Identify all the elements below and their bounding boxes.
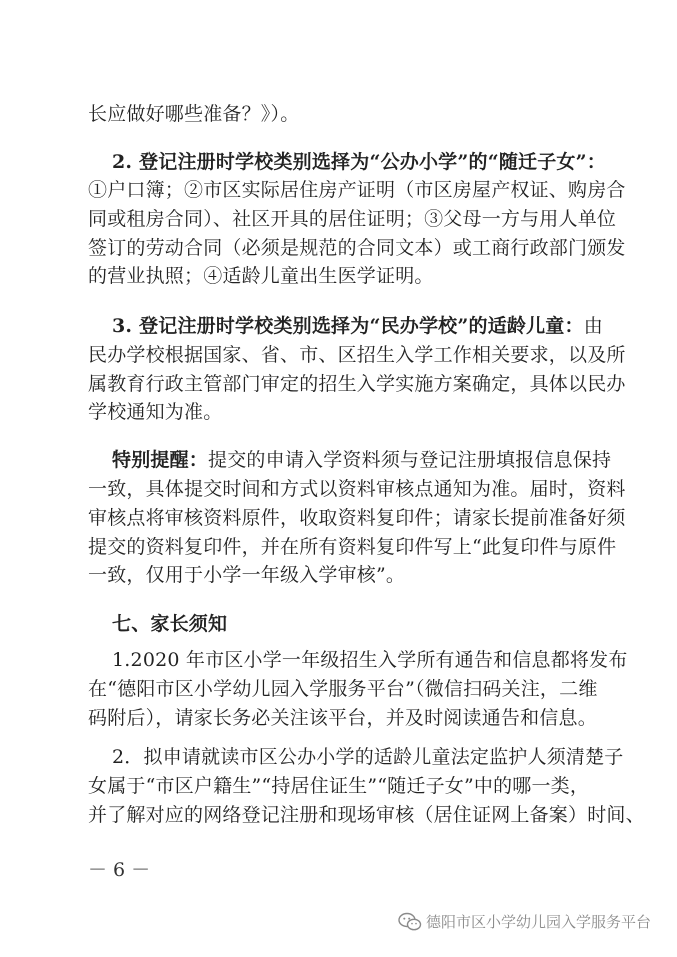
- text-line: 同或租房合同）、社区开具的居住证明；③父母一方与用人单位: [88, 208, 617, 230]
- wechat-icon: [398, 912, 422, 932]
- special-reminder-label: 特别提醒：: [112, 449, 209, 471]
- text-line: ①户口簿；②市区实际居住房产证明（市区房屋产权证、购房合: [88, 179, 626, 201]
- text-line: 女属于“市区户籍生”“持居住证生”“随迁子女”中的哪一类，: [88, 775, 590, 797]
- text-line: 并了解对应的网络登记注册和现场审核（居住证网上备案）时间、: [88, 804, 645, 826]
- text-line: 一致，具体提交时间和方式以资料审核点通知为准。届时，资料: [88, 478, 626, 500]
- paragraph-first-line: [112, 314, 632, 338]
- section-title-7: 七、家长须知: [112, 613, 228, 635]
- text-line: 属教育行政主管部门审定的招生入学实施方案确定，具体以民办: [88, 373, 626, 395]
- page-number: － 6 －: [88, 859, 151, 881]
- text-line: 提交的资料复印件，并在所有资料复印件写上“此复印件与原件: [88, 536, 617, 558]
- section-heading-3: 3. 登记注册时学校类别选择为“民办学校”的适龄儿童：: [112, 315, 584, 337]
- text-line: 学校通知为准。: [88, 401, 223, 423]
- watermark-text: 德阳市区小学幼儿园入学服务平台: [425, 913, 651, 931]
- text-line: 码附后），请家长务必关注该平台，并及时阅读通告和信息。: [88, 707, 597, 729]
- text-line: 2．拟申请就读市区公办小学的适龄儿童法定监护人须清楚子: [112, 746, 624, 768]
- text-span: 提交的申请入学资料须与登记注册填报信息保持: [208, 449, 612, 471]
- text-line: 的营业执照；④适龄儿童出生医学证明。: [88, 265, 434, 287]
- watermark: [398, 912, 651, 932]
- text-line: 民办学校根据国家、省、市、区招生入学工作相关要求，以及所: [88, 344, 626, 366]
- text-span: 由: [583, 315, 603, 337]
- text-line: 审核点将审核资料原件，收取资料复印件；请家长提前准备好须: [88, 507, 626, 529]
- text-line: 在“德阳市区小学幼儿园入学服务平台”（微信扫码关注，二维: [88, 678, 598, 700]
- paragraph-first-line: [112, 448, 632, 472]
- text-line: 一致，仅用于小学一年级入学审核”。: [88, 564, 406, 586]
- section-heading-2: 2. 登记注册时学校类别选择为“公办小学”的“随迁子女”：: [112, 151, 606, 173]
- text-line: 签订的劳动合同（必须是规范的合同文本）或工商行政部门颁发: [88, 237, 626, 259]
- text-line: 1.2020 年市区小学一年级招生入学所有通告和信息都将发布: [112, 649, 628, 671]
- text-line: 长应做好哪些准备？》）。: [88, 103, 300, 125]
